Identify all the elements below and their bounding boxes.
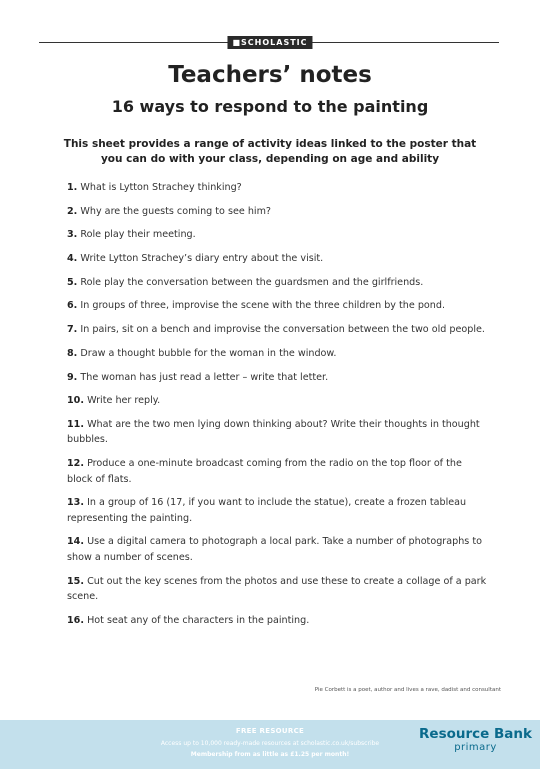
activity-number: 13.: [67, 497, 84, 509]
free-resource-label: FREE RESOURCE: [235, 727, 305, 735]
activity-text: What are the two men lying down thinking about? Write their thoughts in thought bubbles.: [67, 418, 480, 446]
intro-text: This sheet provides a range of activity ideas linked to the poster that you can do with your class, depending on age and ability: [63, 138, 477, 165]
activity-number: 7.: [67, 324, 78, 336]
activity-text: Hot seat any of the characters in the painting.: [87, 614, 310, 626]
activity-item: [67, 322, 487, 338]
resource-bank-subtitle: primary: [454, 742, 497, 753]
activity-number: 8.: [67, 347, 78, 359]
activity-text: Write her reply.: [87, 395, 161, 407]
activity-text: What is Lytton Strachey thinking?: [80, 182, 242, 193]
activity-number: 16.: [67, 614, 84, 626]
activity-item: [67, 393, 487, 409]
activity-text: Produce a one-minute broadcast coming from the radio on the top floor of the block of flats.: [67, 458, 462, 485]
activity-item: [67, 534, 487, 565]
activity-text: In groups of three, improvise the scene with the three children by the pond.: [80, 300, 445, 312]
author-credit: Pie Corbett is a poet, author and lives a rave, dadist and consultant: [314, 687, 501, 693]
activity-text: The woman has just read a letter – write that letter.: [80, 371, 329, 383]
activity-item: [67, 251, 487, 267]
activity-item: [67, 275, 487, 291]
activity-number: 10.: [67, 395, 84, 407]
activity-item: [67, 346, 487, 362]
resource-bank-logo: [419, 727, 532, 753]
activity-list: [67, 180, 487, 637]
activity-text: Cut out the key scenes from the photos and use these to create a collage of a park scene.: [67, 575, 487, 603]
activity-item: [67, 495, 487, 526]
scholastic-logo: ■SCHOLASTIC: [227, 36, 312, 49]
activity-text: Use a digital camera to photograph a local park. Take a number of photographs to show a number of scenes.: [67, 536, 482, 563]
activity-number: 4.: [67, 253, 78, 265]
activity-text: Draw a thought bubble for the woman in the window.: [80, 347, 337, 359]
activity-item: [67, 456, 487, 487]
activity-item: [67, 417, 487, 448]
activity-text: In pairs, sit on a bench and improvise the conversation between the two old people.: [80, 324, 485, 336]
activity-number: 12.: [67, 458, 84, 470]
activity-item: [67, 370, 487, 386]
activity-text: Role play their meeting.: [80, 229, 196, 241]
activity-number: 15.: [67, 575, 84, 587]
activity-text: In a group of 16 (17, if you want to include the statue), create a frozen tableau representing the painting.: [67, 497, 467, 524]
activity-text: Role play the conversation between the guardsmen and the girlfriends.: [80, 276, 424, 288]
activity-number: 5.: [67, 276, 78, 288]
page-title: Teachers’ notes: [168, 62, 372, 88]
activity-text: Write Lytton Strachey’s diary entry about the visit.: [80, 253, 324, 265]
activity-item: [67, 298, 487, 314]
activity-item: [67, 613, 487, 629]
activity-number: 6.: [67, 300, 78, 312]
activity-item: [67, 227, 487, 243]
activity-number: 11.: [67, 418, 84, 430]
activity-number: 9.: [67, 371, 78, 383]
activity-item: [67, 180, 487, 196]
membership-text: Membership from as little as £1.25 per month!: [190, 751, 350, 758]
activity-number: 1.: [67, 182, 78, 193]
activity-item: [67, 204, 487, 220]
access-text[interactable]: Access up to 10,000 ready-made resources at scholastic.co.uk/subscribe: [160, 740, 380, 747]
activity-number: 2.: [67, 205, 78, 217]
activity-text: Why are the guests coming to see him?: [80, 205, 272, 217]
activity-number: 3.: [67, 229, 78, 241]
activity-number: 14.: [67, 536, 84, 548]
resource-bank-title: Resource Bank: [419, 726, 532, 742]
activity-item: [67, 574, 487, 605]
page-subtitle: 16 ways to respond to the painting: [111, 97, 429, 116]
